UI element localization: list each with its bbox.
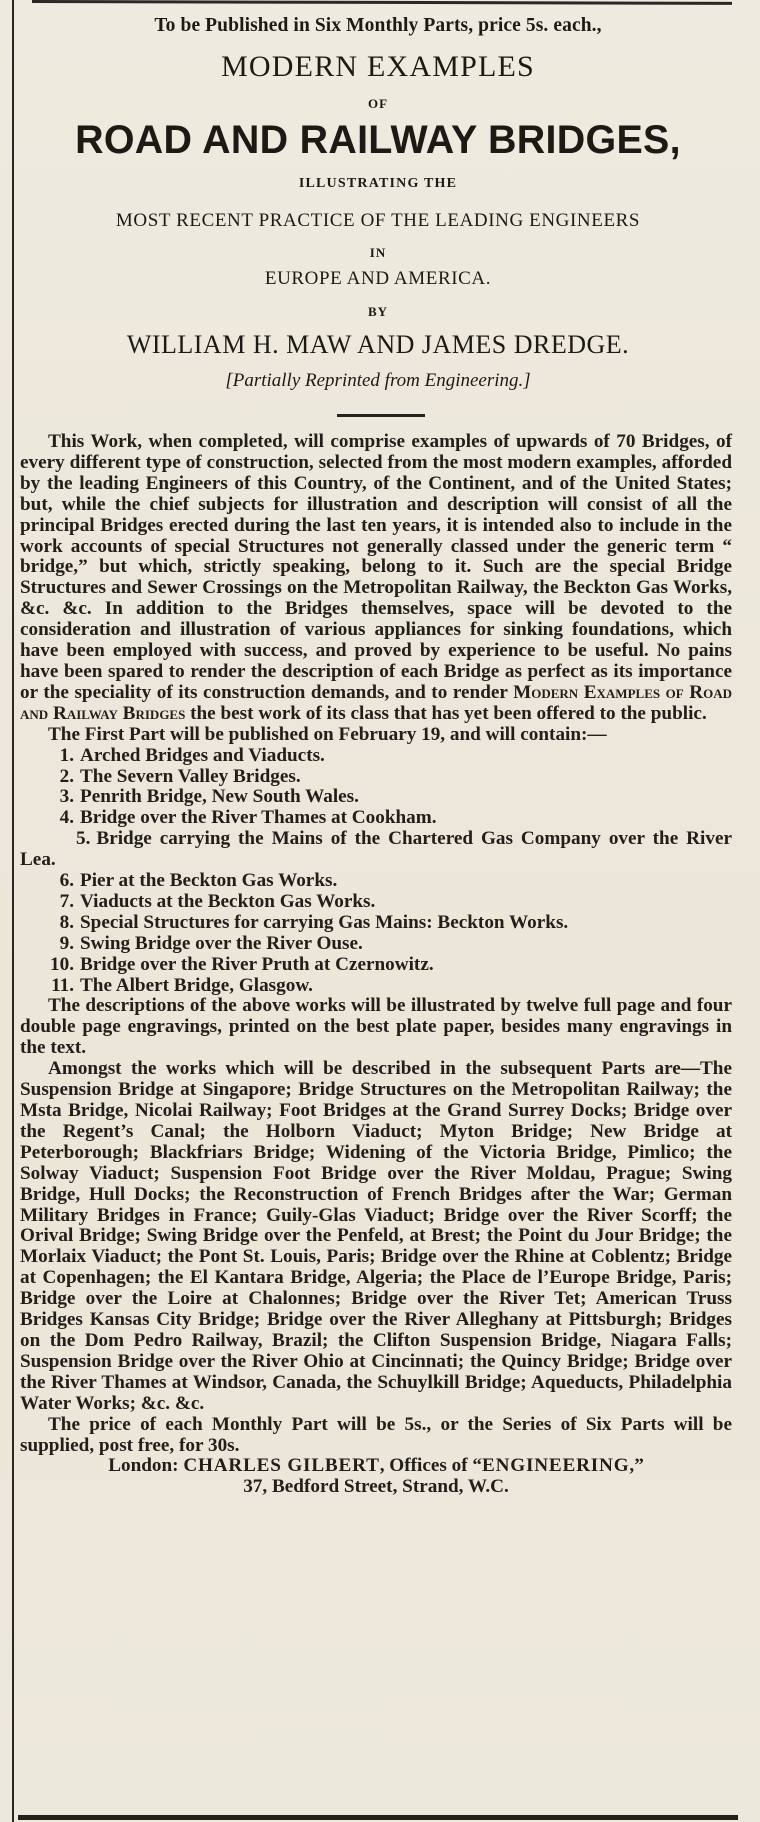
subtitle-practice: MOST RECENT PRACTICE OF THE LEADING ENGINEERS [115, 210, 641, 231]
title-reference: Modern Examples of Road and Railway Bridges [20, 681, 732, 724]
subtitle-regions: EUROPE AND AMERICA. [264, 268, 492, 289]
main-title: ROAD AND RAILWAY BRIDGES, [75, 118, 681, 162]
advertisement-body [20, 432, 732, 1498]
contents-list-item [20, 955, 732, 976]
contents-list-item [20, 767, 732, 788]
list-item-text: Swing Bridge over the River Ouse. [80, 932, 363, 954]
subtitle-illustrating: ILLUSTRATING THE [298, 176, 458, 191]
list-item-number: 6. [59, 870, 74, 892]
intro-text: This Work, when completed, will comprise examples of upwards of 70 Bridges, of every different type of construction, selected from the most modern examples, afforded by the leading Engineers of this Country, of the Continent, and of the United States; but, while the chief subjects for illustration and description will consist of all the principal Bridges erected during the last ten years, it is intended also to include in the work accounts of special Structures not generally classed under the generic term “ bridge,” but which, strictly speaking, belong to it. Such are the special Bridge Structures and Sewer Crossings on the Metropolitan Railway, the Beckton Gas Works, &c. &c. In addition to the Bridges themselves, space will be devoted to the consideration and illustration of various appliances for sinking foundations, which have been employed with success, and proved by experience to be useful. No pains have been spared to render the description of each Bridge as perfect as its importance or the speciality of its construction demands, and to render [20, 431, 732, 703]
illustrations-paragraph: The descriptions of the above works will be illustrated by twelve full page and four double page engravings, printed on the best plate paper, besides many engravings in the text. [20, 995, 732, 1059]
list-item-text: The Severn Valley Bridges. [80, 765, 301, 787]
list-item-text: Bridge carrying the Mains of the Chartered Gas Company over the River Lea. [20, 828, 732, 871]
contents-list-item [20, 871, 732, 892]
intro-text-end: the best work of its class that has yet been offered to the public. [185, 702, 707, 724]
first-part-paragraph: The First Part will be published on February 19, and will contain:— [48, 723, 607, 745]
list-item-text: Bridge over the River Pruth at Czernowitz. [80, 953, 434, 975]
pricing-paragraph: The price of each Monthly Part will be 5s., or the Series of Six Parts will be supplied, post free, for 30s. [20, 1413, 732, 1456]
list-item-number: 5. [76, 828, 91, 850]
list-item-text: Bridge over the River Thames at Cookham. [80, 807, 437, 829]
contents-list-item [20, 787, 732, 808]
list-item-number: 3. [59, 786, 74, 808]
imprint-line [20, 1456, 732, 1477]
list-item-text: Viaducts at the Beckton Gas Works. [80, 890, 376, 912]
imprint-journal: ENGINEERING [482, 1455, 630, 1477]
subtitle-in: IN [369, 245, 387, 260]
contents-list-item [20, 892, 732, 913]
title-of: OF [367, 96, 389, 111]
bottom-divider-rule [18, 1815, 738, 1820]
list-item-number: 8. [59, 911, 74, 933]
imprint-publisher: CHARLES GILBERT [183, 1455, 380, 1477]
top-divider-rule [32, 0, 732, 5]
list-item-number: 7. [59, 890, 74, 912]
list-item-number: 11. [51, 974, 74, 996]
imprint-close: ,” [629, 1455, 644, 1477]
reprint-note: [Partially Reprinted from Engineering.] [225, 370, 531, 391]
contents-list-item [20, 829, 732, 871]
list-item-number: 2. [59, 765, 74, 787]
list-item-text: Special Structures for carrying Gas Mains: Beckton Works. [80, 911, 569, 933]
list-item-number: 10. [50, 953, 74, 975]
intro-paragraph [20, 432, 732, 725]
list-item-text: The Albert Bridge, Glasgow. [80, 974, 313, 996]
contents-list-item [20, 808, 732, 829]
list-item-text: Arched Bridges and Viaducts. [80, 744, 325, 766]
column-left-border [12, 0, 14, 1822]
subsequent-parts-paragraph: Amongst the works which will be described in the subsequent Parts are—The Suspension Bridge at Singapore; Bridge Structures on the Metropolitan Railway; the Msta Bridge, Nicolai Railway; Foot Bridges at the Grand Surrey Docks; Bridge over the Regent’s Canal; the Holborn Viaduct; Myton Bridge; New Bridge at Peterborough; Blackfriars Bridge; Widening of the Victoria Bridge, Pimlico; the Solway Viaduct; Suspension Foot Bridge over the River Moldau, Prague; Swing Bridge, Hull Docks; the Reconstruction of French Bridges after the War; German Military Bridges in France; Guily-Glas Viaduct; Bridge over the River Scorff; the Orival Bridge; Swing Bridge over the Penfeld, at Brest; the Point du Jour Bridge; the Morlaix Viaduct; the Pont St. Louis, Paris; Bridge over the Rhine at Coblentz; Bridge at Copenhagen; the El Kantara Bridge, Algeria; the Place de l’Europe Bridge, Paris; Bridge over the Loire at Chalonnes; Bridge over the River Tet; American Truss Bridges Kansas City Bridge; Bridge over the River Alleghany at Pittsburgh; Bridges on the Dom Pedro Railway, Brazil; the Clifton Suspension Bridge, Niagara Falls; Suspension Bridge over the River Ohio at Cincinnati; the Quincy Bridge; Bridge over the River Thames at Windsor, Canada, the Schuylkill Bridge; Aqueducts, Philadelphia Water Works; &c. &c. [20, 1058, 732, 1414]
first-part-contents-list [20, 746, 732, 997]
imprint-city: London: [108, 1455, 184, 1477]
list-item-text: Pier at the Beckton Gas Works. [80, 870, 338, 892]
contents-list-item [20, 976, 732, 997]
list-item-text: Penrith Bridge, New South Wales. [80, 786, 359, 808]
contents-list-item [20, 746, 732, 767]
list-item-number: 4. [59, 807, 74, 829]
contents-list-item [20, 913, 732, 934]
authors: WILLIAM H. MAW AND JAMES DREDGE. [126, 330, 630, 359]
section-divider-rule [337, 414, 425, 417]
publication-tagline: To be Published in Six Monthly Parts, price 5s. each., [154, 15, 602, 36]
list-item-number: 1. [59, 744, 74, 766]
byline-by: BY [367, 304, 389, 319]
imprint-address: 37, Bedford Street, Strand, W.C. [243, 1476, 509, 1498]
title-modern-examples: MODERN EXAMPLES [221, 50, 535, 83]
contents-list-item [20, 934, 732, 955]
imprint-offices: , Offices of “ [379, 1455, 483, 1477]
list-item-number: 9. [59, 932, 74, 954]
